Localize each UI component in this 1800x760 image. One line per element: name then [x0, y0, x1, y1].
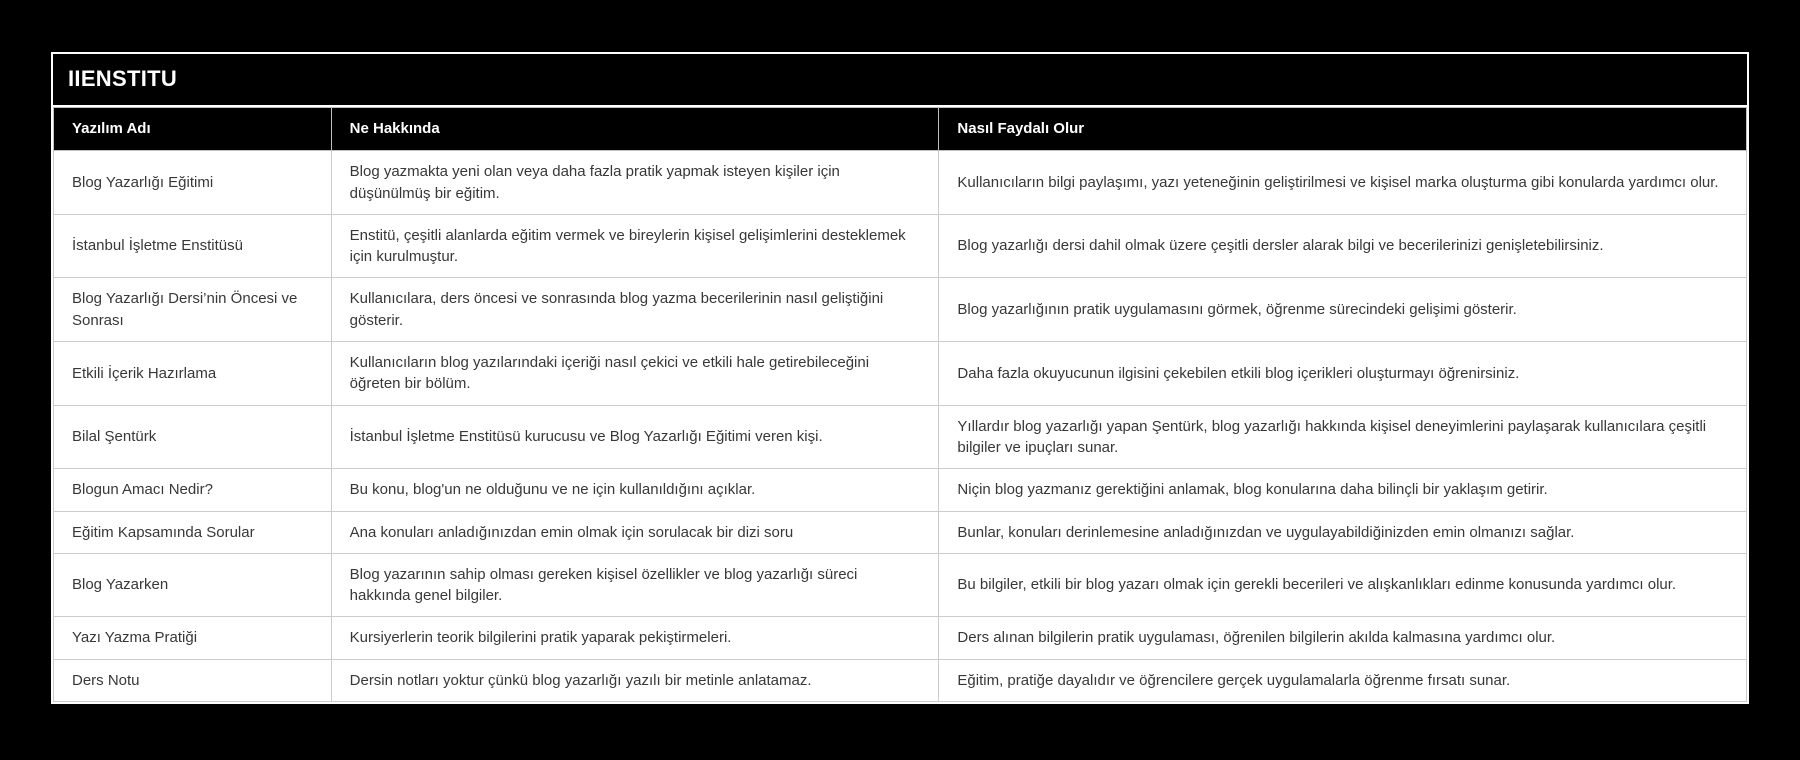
cell-name: İstanbul İşletme Enstitüsü [54, 214, 332, 278]
cell-name: Ders Notu [54, 659, 332, 701]
table-row [54, 214, 1747, 278]
cell-benefit: Niçin blog yazmanız gerektiğini anlamak, blog konularına daha bilinçli bir yaklaşım getirir. [939, 469, 1747, 511]
table-body [54, 151, 1747, 702]
table-row [54, 511, 1747, 553]
cell-name: Blogun Amacı Nedir? [54, 469, 332, 511]
cell-name: Blog Yazarlığı Eğitimi [54, 151, 332, 215]
column-header-about: Ne Hakkında [331, 108, 939, 151]
content-table-frame [51, 52, 1749, 704]
cell-benefit: Kullanıcıların bilgi paylaşımı, yazı yeteneğinin geliştirilmesi ve kişisel marka oluşturma gibi konularda yardımcı olur. [939, 151, 1747, 215]
cell-about: Kullanıcıların blog yazılarındaki içeriği nasıl çekici ve etkili hale getirebileceğini öğreten bir bölüm. [331, 342, 939, 406]
cell-benefit: Daha fazla okuyucunun ilgisini çekebilen etkili blog içerikleri oluşturmayı öğrenirsiniz. [939, 342, 1747, 406]
cell-about: Blog yazmakta yeni olan veya daha fazla pratik yapmak isteyen kişiler için düşünülmüş bir eğitim. [331, 151, 939, 215]
column-header-name: Yazılım Adı [54, 108, 332, 151]
column-header-benefit: Nasıl Faydalı Olur [939, 108, 1747, 151]
cell-benefit: Eğitim, pratiğe dayalıdır ve öğrencilere gerçek uygulamalarla öğrenme fırsatı sunar. [939, 659, 1747, 701]
cell-benefit: Ders alınan bilgilerin pratik uygulaması, öğrenilen bilgilerin akılda kalmasına yardımcı olur. [939, 617, 1747, 659]
cell-benefit: Blog yazarlığı dersi dahil olmak üzere çeşitli dersler alarak bilgi ve becerilerinizi genişletebilirsiniz. [939, 214, 1747, 278]
cell-name: Etkili İçerik Hazırlama [54, 342, 332, 406]
cell-about: Kullanıcılara, ders öncesi ve sonrasında blog yazma becerilerinin nasıl geliştiğini gösterir. [331, 278, 939, 342]
table-row [54, 469, 1747, 511]
table-row [54, 553, 1747, 617]
info-table [53, 107, 1747, 702]
cell-about: Kursiyerlerin teorik bilgilerini pratik yaparak pekiştirmeleri. [331, 617, 939, 659]
table-title: IIENSTITU [53, 54, 1747, 107]
cell-about: Dersin notları yoktur çünkü blog yazarlığı yazılı bir metinle anlatamaz. [331, 659, 939, 701]
cell-name: Bilal Şentürk [54, 405, 332, 469]
cell-about: Ana konuları anladığınızdan emin olmak için sorulacak bir dizi soru [331, 511, 939, 553]
cell-benefit: Bunlar, konuları derinlemesine anladığınızdan ve uygulayabildiğinizden emin olmanızı sağlar. [939, 511, 1747, 553]
cell-benefit: Bu bilgiler, etkili bir blog yazarı olmak için gerekli becerileri ve alışkanlıkları edinme konusunda yardımcı olur. [939, 553, 1747, 617]
cell-name: Eğitim Kapsamında Sorular [54, 511, 332, 553]
table-row [54, 278, 1747, 342]
cell-name: Blog Yazarken [54, 553, 332, 617]
table-row [54, 342, 1747, 406]
cell-about: İstanbul İşletme Enstitüsü kurucusu ve Blog Yazarlığı Eğitimi veren kişi. [331, 405, 939, 469]
table-row [54, 617, 1747, 659]
table-row [54, 659, 1747, 701]
cell-about: Blog yazarının sahip olması gereken kişisel özellikler ve blog yazarlığı süreci hakkında genel bilgiler. [331, 553, 939, 617]
table-row [54, 151, 1747, 215]
table-header [54, 108, 1747, 151]
cell-name: Yazı Yazma Pratiği [54, 617, 332, 659]
cell-about: Bu konu, blog'un ne olduğunu ve ne için kullanıldığını açıklar. [331, 469, 939, 511]
cell-benefit: Yıllardır blog yazarlığı yapan Şentürk, blog yazarlığı hakkında kişisel deneyimlerini paylaşarak kullanıcılara çeşitli bilgiler ve ipuçları sunar. [939, 405, 1747, 469]
table-row [54, 405, 1747, 469]
cell-benefit: Blog yazarlığının pratik uygulamasını görmek, öğrenme sürecindeki gelişimi gösterir. [939, 278, 1747, 342]
cell-name: Blog Yazarlığı Dersi’nin Öncesi ve Sonrası [54, 278, 332, 342]
cell-about: Enstitü, çeşitli alanlarda eğitim vermek ve bireylerin kişisel gelişimlerini desteklemek için kurulmuştur. [331, 214, 939, 278]
